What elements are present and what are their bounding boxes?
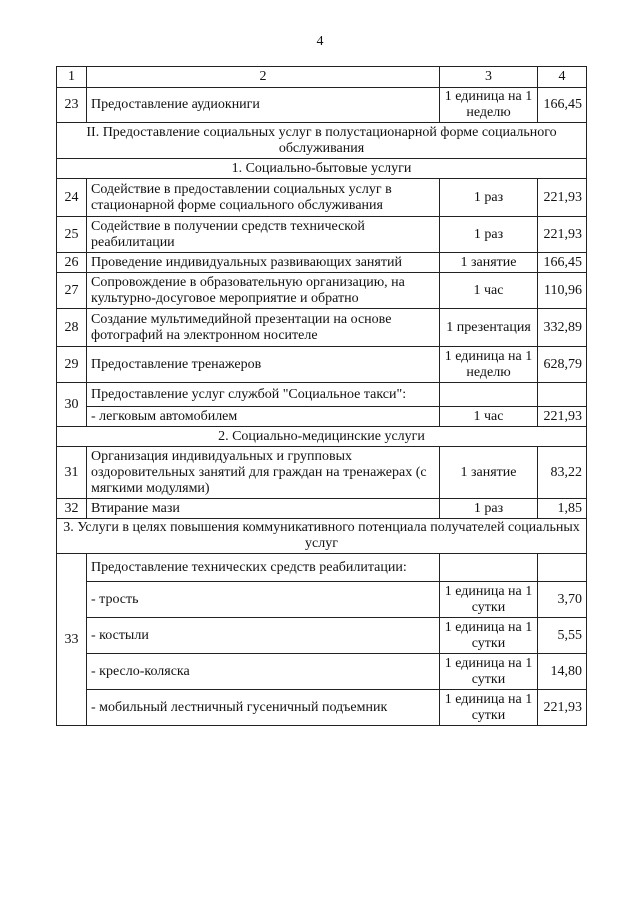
row-number: 24 xyxy=(57,179,87,217)
row-number: 26 xyxy=(57,253,87,273)
service-price: 166,45 xyxy=(538,253,587,273)
service-price: 221,93 xyxy=(538,690,587,726)
service-unit: 1 единица на 1 сутки xyxy=(440,690,538,726)
table-row xyxy=(57,217,587,253)
service-price: 166,45 xyxy=(538,88,587,123)
service-unit: 1 занятие xyxy=(440,253,538,273)
service-unit-empty xyxy=(440,554,538,582)
service-unit: 1 раз xyxy=(440,179,538,217)
service-subitem: - трость xyxy=(87,582,440,618)
service-unit: 1 единица на 1 сутки xyxy=(440,654,538,690)
service-subitem: - мобильный лестничный гусеничный подъемник xyxy=(87,690,440,726)
subsection-title: 1. Социально-бытовые услуги xyxy=(57,159,587,179)
table-header-row xyxy=(57,67,587,88)
service-subitem: - кресло-коляска xyxy=(87,654,440,690)
service-unit: 1 занятие xyxy=(440,447,538,499)
table-row xyxy=(57,88,587,123)
service-name: Создание мультимедийной презентации на основе фотографий на электронном носителе xyxy=(87,309,440,347)
subsection-row xyxy=(57,159,587,179)
table-row xyxy=(57,690,587,726)
service-unit: 1 единица на 1 сутки xyxy=(440,618,538,654)
row-number: 31 xyxy=(57,447,87,499)
subsection-row xyxy=(57,427,587,447)
service-price-empty xyxy=(538,554,587,582)
table-row xyxy=(57,179,587,217)
service-price: 1,85 xyxy=(538,499,587,519)
page-number: 4 xyxy=(316,34,324,49)
row-number: 25 xyxy=(57,217,87,253)
table-row xyxy=(57,273,587,309)
row-number: 23 xyxy=(57,88,87,123)
service-price: 110,96 xyxy=(538,273,587,309)
service-subitem: - легковым автомобилем xyxy=(87,407,440,427)
service-name: Содействие в предоставлении социальных услуг в стационарной форме социального обслуживания xyxy=(87,179,440,217)
service-price: 628,79 xyxy=(538,347,587,383)
service-name: Предоставление услуг службой "Социальное такси": xyxy=(87,383,440,407)
service-unit: 1 единица на 1 неделю xyxy=(440,88,538,123)
services-price-table xyxy=(56,66,587,726)
subsection-row xyxy=(57,519,587,554)
service-name: Предоставление технических средств реабилитации: xyxy=(87,554,440,582)
service-name: Втирание мази xyxy=(87,499,440,519)
table-row xyxy=(57,383,587,407)
service-name: Проведение индивидуальных развивающих занятий xyxy=(87,253,440,273)
service-price: 14,80 xyxy=(538,654,587,690)
service-price: 332,89 xyxy=(538,309,587,347)
service-price: 83,22 xyxy=(538,447,587,499)
table-row xyxy=(57,309,587,347)
header-col-2: 2 xyxy=(87,67,440,88)
row-number: 32 xyxy=(57,499,87,519)
service-subitem: - костыли xyxy=(87,618,440,654)
subsection-title: 3. Услуги в целях повышения коммуникативного потенциала получателей социальных услуг xyxy=(57,519,587,554)
service-price: 221,93 xyxy=(538,179,587,217)
header-col-1: 1 xyxy=(57,67,87,88)
service-unit: 1 час xyxy=(440,407,538,427)
service-unit: 1 раз xyxy=(440,217,538,253)
service-unit: 1 единица на 1 сутки xyxy=(440,582,538,618)
row-number: 29 xyxy=(57,347,87,383)
service-unit: 1 час xyxy=(440,273,538,309)
table-row xyxy=(57,499,587,519)
section-title: II. Предоставление социальных услуг в полустационарной форме социального обслуживания xyxy=(57,123,587,159)
service-name: Сопровождение в образовательную организацию, на культурно-досуговое мероприятие и обратно xyxy=(87,273,440,309)
service-unit-empty xyxy=(440,383,538,407)
table-row xyxy=(57,447,587,499)
header-col-4: 4 xyxy=(538,67,587,88)
table-row xyxy=(57,347,587,383)
service-price: 5,55 xyxy=(538,618,587,654)
row-number: 30 xyxy=(57,383,87,427)
service-price: 3,70 xyxy=(538,582,587,618)
table-row xyxy=(57,407,587,427)
table-row xyxy=(57,582,587,618)
service-name: Предоставление аудиокниги xyxy=(87,88,440,123)
table-row xyxy=(57,654,587,690)
section-row xyxy=(57,123,587,159)
header-col-3: 3 xyxy=(440,67,538,88)
row-number: 28 xyxy=(57,309,87,347)
service-unit: 1 единица на 1 неделю xyxy=(440,347,538,383)
service-price: 221,93 xyxy=(538,407,587,427)
table-row xyxy=(57,554,587,582)
table-row xyxy=(57,253,587,273)
service-name: Предоставление тренажеров xyxy=(87,347,440,383)
service-price: 221,93 xyxy=(538,217,587,253)
row-number: 33 xyxy=(57,554,87,726)
service-name: Организация индивидуальных и групповых оздоровительных занятий для граждан на тренажерах (с мягкими модулями) xyxy=(87,447,440,499)
subsection-title: 2. Социально-медицинские услуги xyxy=(57,427,587,447)
service-unit: 1 раз xyxy=(440,499,538,519)
table-row xyxy=(57,618,587,654)
service-price-empty xyxy=(538,383,587,407)
row-number: 27 xyxy=(57,273,87,309)
service-name: Содействие в получении средств технической реабилитации xyxy=(87,217,440,253)
service-unit: 1 презентация xyxy=(440,309,538,347)
